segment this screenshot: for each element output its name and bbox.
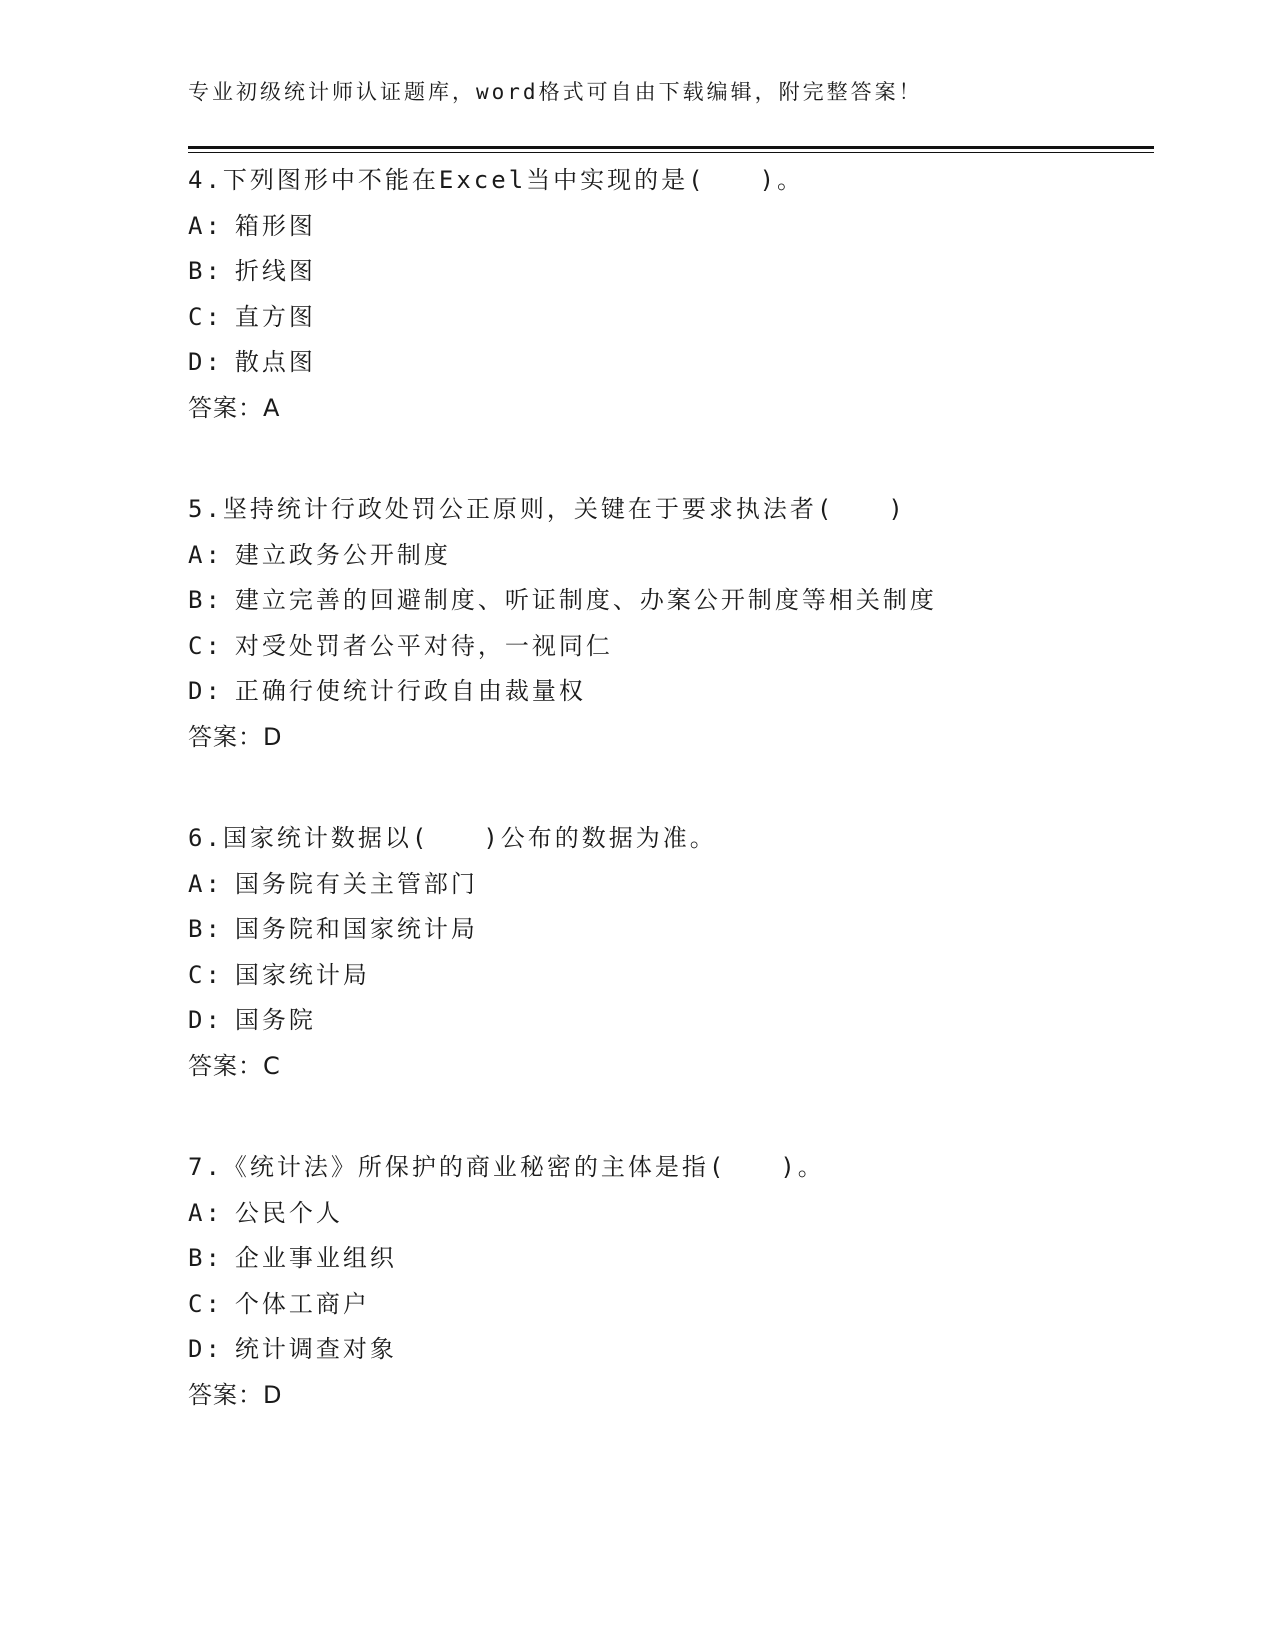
answer-line: 答案：D [188, 1380, 283, 1409]
option-d [188, 998, 1154, 1044]
option-c [188, 624, 1154, 670]
option-text: 公民个人 [234, 1198, 343, 1227]
answer-line: 答案：C [188, 1051, 281, 1080]
option-letter: C: [188, 1289, 223, 1318]
header-divider-thin [188, 152, 1154, 153]
option-letter: C: [188, 631, 223, 660]
option-text: 个体工商户 [234, 1289, 370, 1318]
option-letter: D: [188, 348, 223, 376]
option-d [188, 1327, 1154, 1373]
option-letter: B: [188, 915, 223, 943]
option-text: 国务院有关主管部门 [234, 869, 478, 898]
option-d [188, 340, 1154, 386]
option-c [188, 295, 1154, 341]
question-stem: 6.国家统计数据以( )公布的数据为准。 [188, 824, 717, 852]
option-letter: A: [188, 1198, 223, 1227]
question-stem: 5.坚持统计行政处罚公正原则，关键在于要求执法者( ) [188, 495, 906, 523]
question-6 [188, 816, 1154, 1089]
option-text: 直方图 [234, 302, 316, 331]
option-a [188, 862, 1154, 908]
option-text: 国务院 [234, 1006, 316, 1034]
option-letter: A: [188, 211, 223, 240]
option-letter: B: [188, 586, 223, 614]
question-5 [188, 487, 1154, 760]
option-d [188, 669, 1154, 715]
option-letter: A: [188, 540, 223, 569]
option-text: 国务院和国家统计局 [234, 915, 478, 943]
option-a [188, 533, 1154, 579]
option-text: 国家统计局 [234, 960, 370, 989]
option-text: 统计调查对象 [234, 1335, 397, 1363]
option-a [188, 1191, 1154, 1237]
question-7 [188, 1145, 1154, 1418]
option-letter: D: [188, 1006, 223, 1034]
option-a [188, 204, 1154, 250]
option-letter: C: [188, 960, 223, 989]
option-letter: D: [188, 677, 223, 705]
option-b [188, 578, 1154, 624]
option-text: 建立完善的回避制度、听证制度、办案公开制度等相关制度 [234, 586, 937, 614]
question-list [188, 158, 1154, 1474]
option-text: 对受处罚者公平对待，一视同仁 [234, 631, 613, 660]
answer-line: 答案：D [188, 722, 283, 751]
question-stem: 7.《统计法》所保护的商业秘密的主体是指( )。 [188, 1153, 825, 1181]
question-4 [188, 158, 1154, 431]
option-text: 建立政务公开制度 [234, 540, 451, 569]
answer-line: 答案：A [188, 393, 281, 422]
option-letter: A: [188, 869, 223, 898]
option-b [188, 1236, 1154, 1282]
option-c [188, 953, 1154, 999]
option-text: 企业事业组织 [234, 1244, 397, 1272]
header-divider [188, 146, 1154, 149]
option-text: 箱形图 [234, 211, 316, 240]
option-letter: D: [188, 1335, 223, 1363]
option-text: 正确行使统计行政自由裁量权 [234, 677, 586, 705]
option-text: 折线图 [234, 257, 316, 285]
page-header-text: 专业初级统计师认证题库，word格式可自由下载编辑，附完整答案！ [188, 80, 923, 104]
option-letter: B: [188, 257, 223, 285]
option-letter: C: [188, 302, 223, 331]
option-b [188, 249, 1154, 295]
question-stem: 4.下列图形中不能在Excel当中实现的是( )。 [188, 166, 805, 194]
option-b [188, 907, 1154, 953]
option-text: 散点图 [234, 348, 316, 376]
option-c [188, 1282, 1154, 1328]
option-letter: B: [188, 1244, 223, 1272]
